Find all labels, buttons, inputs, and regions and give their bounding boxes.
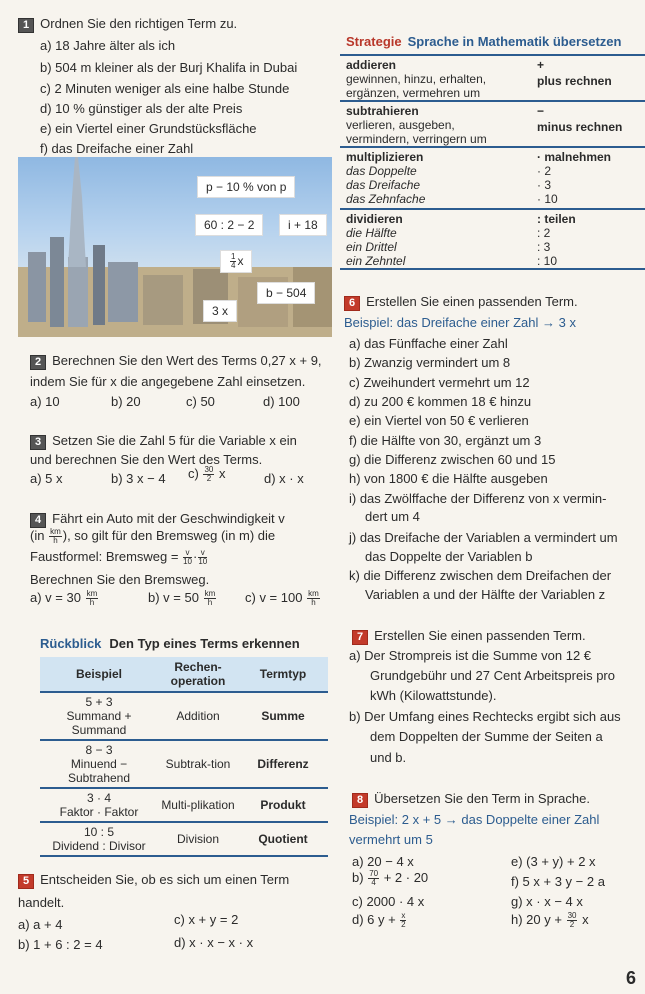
- fraction: $\frac{km}{h}$: [86, 589, 98, 608]
- ex1-item-f: f) das Dreifache einer Zahl: [40, 141, 194, 156]
- strategy-row-subtract: subtrahieren verlieren, ausgeben, vermindern, verringern um − minus rechnen: [340, 100, 645, 146]
- ex2-item-b: b) 20: [111, 394, 141, 409]
- fraction: $\frac{km}{h}$: [308, 589, 319, 608]
- ex4-line3: Faustformel: Bremsweg = $\frac{v}{10}$ · $\frac{v}{10}$: [30, 548, 208, 567]
- ex8-example-line2: vermehrt um 5: [349, 832, 433, 847]
- table-cell: Multi-plikation: [158, 788, 238, 822]
- ex3-line1: 3 Setzen Sie die Zahl 5 für die Variable x ein: [30, 433, 297, 450]
- ex3-item-b: b) 3 x − 4: [111, 471, 166, 486]
- ex6-item-b: b) Zwanzig vermindert um 8: [349, 355, 511, 370]
- strategy-table: [340, 54, 645, 270]
- table-cell: Produkt: [238, 788, 328, 822]
- table-header: Beispiel: [40, 657, 158, 692]
- burj-khalifa-photo: [18, 157, 332, 337]
- ex6-item-f: f) die Hälfte von 30, ergänzt um 3: [349, 433, 542, 448]
- page-number: 6: [626, 968, 637, 988]
- ex1-item-d: d) 10 % günstiger als der alte Preis: [40, 101, 243, 116]
- term-card-1: p − 10 % von p: [198, 177, 294, 197]
- ex3-item-a: a) 5 x: [30, 471, 63, 486]
- table-cell: 8 − 3 Minuend − Subtrahend: [40, 740, 158, 788]
- table-row: [40, 740, 328, 788]
- ex6-item-c: c) Zweihundert vermehrt um 12: [349, 375, 530, 390]
- rueckblick-title: Rückblick Den Typ eines Terms erkennen: [40, 636, 300, 651]
- ex6-item-k: k) die Differenz zwischen dem Dreifachen der: [349, 568, 612, 583]
- ex1-title: 1 Ordnen Sie den richtigen Term zu.: [18, 16, 237, 33]
- ex5-item-a: a) a + 4: [18, 917, 63, 932]
- ex7-item-b-line1: b) Der Umfang eines Rechtecks ergibt sich aus: [349, 709, 621, 724]
- strategy-row-multiply: multiplizieren das Doppelte das Dreifache das Zehnfache · malnehmen · 2 · 3 · 10: [340, 146, 645, 208]
- ex8-item-h: h) 20 y + $\frac{30}{2}$ x: [511, 911, 589, 930]
- ex7-item-b-line3: und b.: [370, 750, 407, 765]
- ex5-item-d: d) x · x − x · x: [174, 935, 254, 950]
- ex1-number: 1: [18, 18, 34, 33]
- ex6-item-j-cont: das Doppelte der Variablen b: [365, 549, 533, 564]
- ex8-item-e: e) (3 + y) + 2 x: [511, 854, 596, 869]
- table-cell: Subtrak-tion: [158, 740, 238, 788]
- table-row: [40, 788, 328, 822]
- ex6-item-k-cont: Variablen a und der Hälfte der Variablen z: [365, 587, 606, 602]
- fraction: $\frac{v}{10}$: [198, 548, 208, 567]
- table-cell: Division: [158, 822, 238, 856]
- ex7-item-a-line1: a) Der Strompreis ist die Summe von 12 €: [349, 648, 592, 663]
- ex8-item-g: g) x · x − 4 x: [511, 894, 583, 909]
- ex8-item-d: d) 6 y + $\frac{x}{2}$: [352, 911, 406, 930]
- ex4-line1: 4 Fährt ein Auto mit der Geschwindigkeit v: [30, 511, 285, 528]
- ex8-item-a: a) 20 − 4 x: [352, 854, 414, 869]
- ex6-title: 6 Erstellen Sie einen passenden Term.: [344, 294, 578, 311]
- ex4-item-a: a) v = 30 $\frac{km}{h}$: [30, 589, 98, 608]
- ex8-example-line1: Beispiel: 2 x + 5 → das Doppelte einer Zahl: [349, 812, 600, 827]
- fraction: $\frac{1}{4}$: [231, 252, 236, 271]
- ex2-line2: indem Sie für x die angegebene Zahl einsetzen.: [30, 374, 306, 389]
- ex6-item-d: d) zu 200 € kommen 18 € hinzu: [349, 394, 532, 409]
- table-cell: Summe: [238, 692, 328, 740]
- table-cell: 10 : 5 Dividend : Divisor: [40, 822, 158, 856]
- term-card-3: i + 18: [280, 215, 326, 235]
- term-card-2: 60 : 2 − 2: [196, 215, 262, 235]
- ex4-line4: Berechnen Sie den Bremsweg.: [30, 572, 210, 587]
- ex4-line2: (in $\frac{km}{h}$ ), so gilt für den Bremsweg (in m) die: [30, 527, 276, 546]
- ex7-item-b-line2: dem Doppelten der Summe der Seiten a: [370, 729, 603, 744]
- table-row: [40, 692, 328, 740]
- ex6-item-i: i) das Zwölffache der Differenz von x vermin-: [349, 491, 607, 506]
- ex3-item-d: d) x · x: [264, 471, 304, 486]
- term-card-6: 3 x: [204, 301, 236, 321]
- table-row: [40, 822, 328, 856]
- ex3-line2: und berechnen Sie den Wert des Terms.: [30, 452, 263, 467]
- fraction: $\frac{km}{h}$: [50, 527, 61, 546]
- fraction: $\frac{70}{4}$: [369, 869, 379, 888]
- ex8-item-c: c) 2000 · 4 x: [352, 894, 425, 909]
- ex1-item-b: b) 504 m kleiner als der Burj Khalifa in Dubai: [40, 60, 298, 75]
- fraction: $\frac{30}{2}$: [567, 911, 577, 930]
- ex6-item-i-cont: dert um 4: [365, 509, 420, 524]
- table-cell: 3 · 4 Faktor · Faktor: [40, 788, 158, 822]
- fraction: $\frac{km}{h}$: [204, 589, 216, 608]
- fraction: $\frac{x}{2}$: [401, 911, 406, 930]
- table-header: Rechen-operation: [158, 657, 238, 692]
- strategy-row-add: addieren gewinnen, hinzu, erhalten, ergänzen, vermehren um + plus rechnen: [340, 54, 645, 100]
- strategy-row-divide: dividieren die Hälfte ein Drittel ein Zehntel : teilen : 2 : 3 : 10: [340, 208, 645, 270]
- strategy-title: Strategie Sprache in Mathematik übersetzen: [346, 34, 622, 49]
- ex8-item-b: b) $\frac{70}{4}$ + 2 · 20: [352, 869, 429, 888]
- ex7-item-a-line2: Grundgebühr und 27 Cent Arbeitspreis pro: [370, 668, 615, 683]
- ex6-item-g: g) die Differenz zwischen 60 und 15: [349, 452, 556, 467]
- ex5-line1: 5 Entscheiden Sie, ob es sich um einen Term: [18, 872, 289, 889]
- ex5-item-b: b) 1 + 6 : 2 = 4: [18, 937, 103, 952]
- ex4-item-c: c) v = 100 $\frac{km}{h}$: [245, 589, 319, 608]
- table-header-row: [40, 657, 328, 692]
- ex7-item-a-line3: kWh (Kilowattstunde).: [370, 688, 497, 703]
- ex6-item-a: a) das Fünffache einer Zahl: [349, 336, 508, 351]
- table-header: Termtyp: [238, 657, 328, 692]
- table-cell: 5 + 3 Summand + Summand: [40, 692, 158, 740]
- ex2-item-a: a) 10: [30, 394, 60, 409]
- ex2-item-c: c) 50: [186, 394, 215, 409]
- ex1-item-e: e) ein Viertel einer Grundstücksfläche: [40, 121, 257, 136]
- ex6-item-h: h) von 1800 € die Hälfte ausgeben: [349, 471, 548, 486]
- ex7-title: 7 Erstellen Sie einen passenden Term.: [352, 628, 586, 645]
- ex5-line2: handelt.: [18, 895, 65, 910]
- fraction: $\frac{30}{2}$: [204, 465, 214, 484]
- table-cell: Quotient: [238, 822, 328, 856]
- ex6-item-e: e) ein Viertel von 50 € verlieren: [349, 413, 529, 428]
- ex2-item-d: d) 100: [263, 394, 300, 409]
- term-card-4: $\frac{1}{4}$ x: [221, 251, 251, 272]
- ex6-example: Beispiel: das Dreifache einer Zahl → 3 x: [344, 315, 576, 330]
- ex1-item-a: a) 18 Jahre älter als ich: [40, 38, 176, 53]
- ex1-item-c: c) 2 Minuten weniger als eine halbe Stunde: [40, 81, 290, 96]
- fraction: $\frac{v}{10}$: [183, 548, 192, 567]
- ex8-item-f: f) 5 x + 3 y − 2 a: [511, 874, 605, 889]
- table-cell: Differenz: [238, 740, 328, 788]
- ex8-title: 8 Übersetzen Sie den Term in Sprache.: [352, 791, 590, 808]
- rueckblick-table: [40, 657, 328, 857]
- ex6-item-j: j) das Dreifache der Variablen a vermindert um: [349, 530, 618, 545]
- ex4-item-b: b) v = 50 $\frac{km}{h}$: [148, 589, 216, 608]
- table-cell: Addition: [158, 692, 238, 740]
- ex5-item-c: c) x + y = 2: [174, 912, 239, 927]
- ex2-line1: 2 Berechnen Sie den Wert des Terms 0,27 x + 9,: [30, 353, 322, 370]
- term-card-5: b − 504: [258, 283, 314, 303]
- ex3-item-c: c) $\frac{30}{2}$ x: [188, 465, 226, 484]
